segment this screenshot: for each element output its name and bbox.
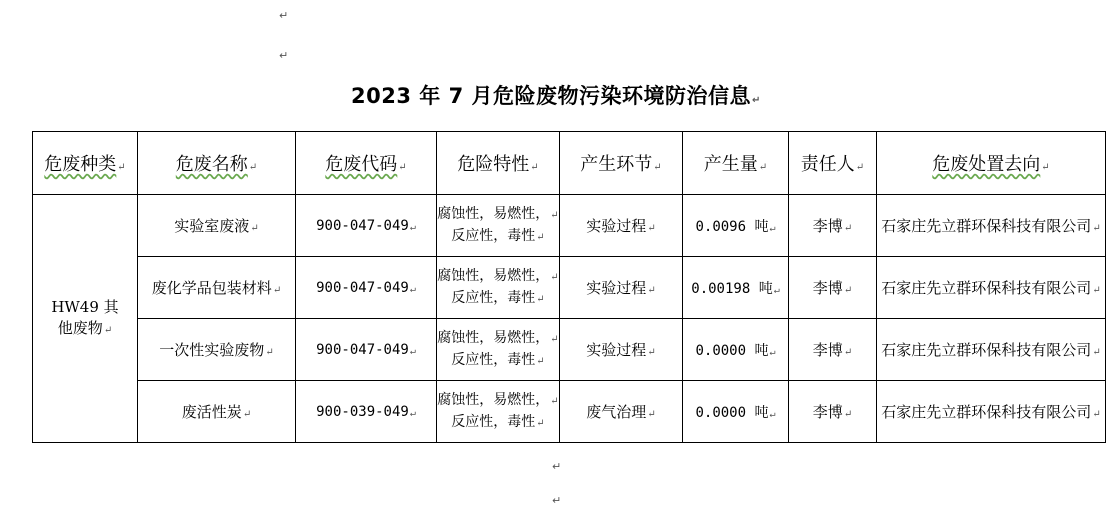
generation-stage: 实验过程↵ (560, 195, 683, 257)
disposal-destination: 石家庄先立群环保科技有限公司↵ (877, 381, 1106, 443)
header-amount: 产生量↵ (683, 132, 789, 195)
waste-name: 废化学品包装材料↵ (138, 257, 296, 319)
waste-code: 900-047-049↵ (296, 319, 437, 381)
header-hazard: 危险特性↵ (437, 132, 560, 195)
waste-name: 实验室废液↵ (138, 195, 296, 257)
header-stage: 产生环节↵ (560, 132, 683, 195)
hazard-properties: 腐蚀性，易燃性，↵ 反应性，毒性↵ (437, 195, 560, 257)
responsible-person: 李博↵ (789, 195, 877, 257)
disposal-destination: 石家庄先立群环保科技有限公司↵ (877, 319, 1106, 381)
hazard-properties: 腐蚀性，易燃性，↵ 反应性，毒性↵ (437, 257, 560, 319)
disposal-destination: 石家庄先立群环保科技有限公司↵ (877, 195, 1106, 257)
table-row (33, 257, 1106, 319)
paragraph-mark: ↵ (552, 460, 562, 473)
disposal-destination: 石家庄先立群环保科技有限公司↵ (877, 257, 1106, 319)
hazard-properties: 腐蚀性，易燃性，↵ 反应性，毒性↵ (437, 319, 560, 381)
generation-stage: 实验过程↵ (560, 319, 683, 381)
header-row (33, 132, 1106, 195)
generation-stage: 实验过程↵ (560, 257, 683, 319)
table-row (33, 381, 1106, 443)
generation-amount: 0.00198 吨↵ (683, 257, 789, 319)
paragraph-mark: ↵ (279, 9, 289, 22)
waste-name: 废活性炭↵ (138, 381, 296, 443)
header-code: 危废代码↵ (296, 132, 437, 195)
hazardous-waste-table (32, 131, 1106, 443)
page-title (0, 80, 1112, 110)
paragraph-mark: ↵ (552, 494, 562, 507)
table-row (33, 319, 1106, 381)
waste-code: 900-047-049↵ (296, 195, 437, 257)
header-name: 危废名称↵ (138, 132, 296, 195)
title-text: 2023 年 7 月危险废物污染环境防治信息 (351, 84, 752, 108)
generation-stage: 废气治理↵ (560, 381, 683, 443)
waste-code: 900-047-049↵ (296, 257, 437, 319)
responsible-person: 李博↵ (789, 319, 877, 381)
responsible-person: 李博↵ (789, 257, 877, 319)
generation-amount: 0.0000 吨↵ (683, 319, 789, 381)
generation-amount: 0.0000 吨↵ (683, 381, 789, 443)
header-person: 责任人↵ (789, 132, 877, 195)
table-row (33, 195, 1106, 257)
waste-name: 一次性实验废物↵ (138, 319, 296, 381)
generation-amount: 0.0096 吨↵ (683, 195, 789, 257)
category-cell: HW49 其 他废物↵ (33, 195, 138, 443)
header-destination: 危废处置去向↵ (877, 132, 1106, 195)
paragraph-mark: ↵ (752, 95, 761, 106)
paragraph-mark: ↵ (279, 49, 289, 62)
waste-code: 900-039-049↵ (296, 381, 437, 443)
responsible-person: 李博↵ (789, 381, 877, 443)
header-category: 危废种类↵ (33, 132, 138, 195)
hazard-properties: 腐蚀性，易燃性，↵ 反应性，毒性↵ (437, 381, 560, 443)
